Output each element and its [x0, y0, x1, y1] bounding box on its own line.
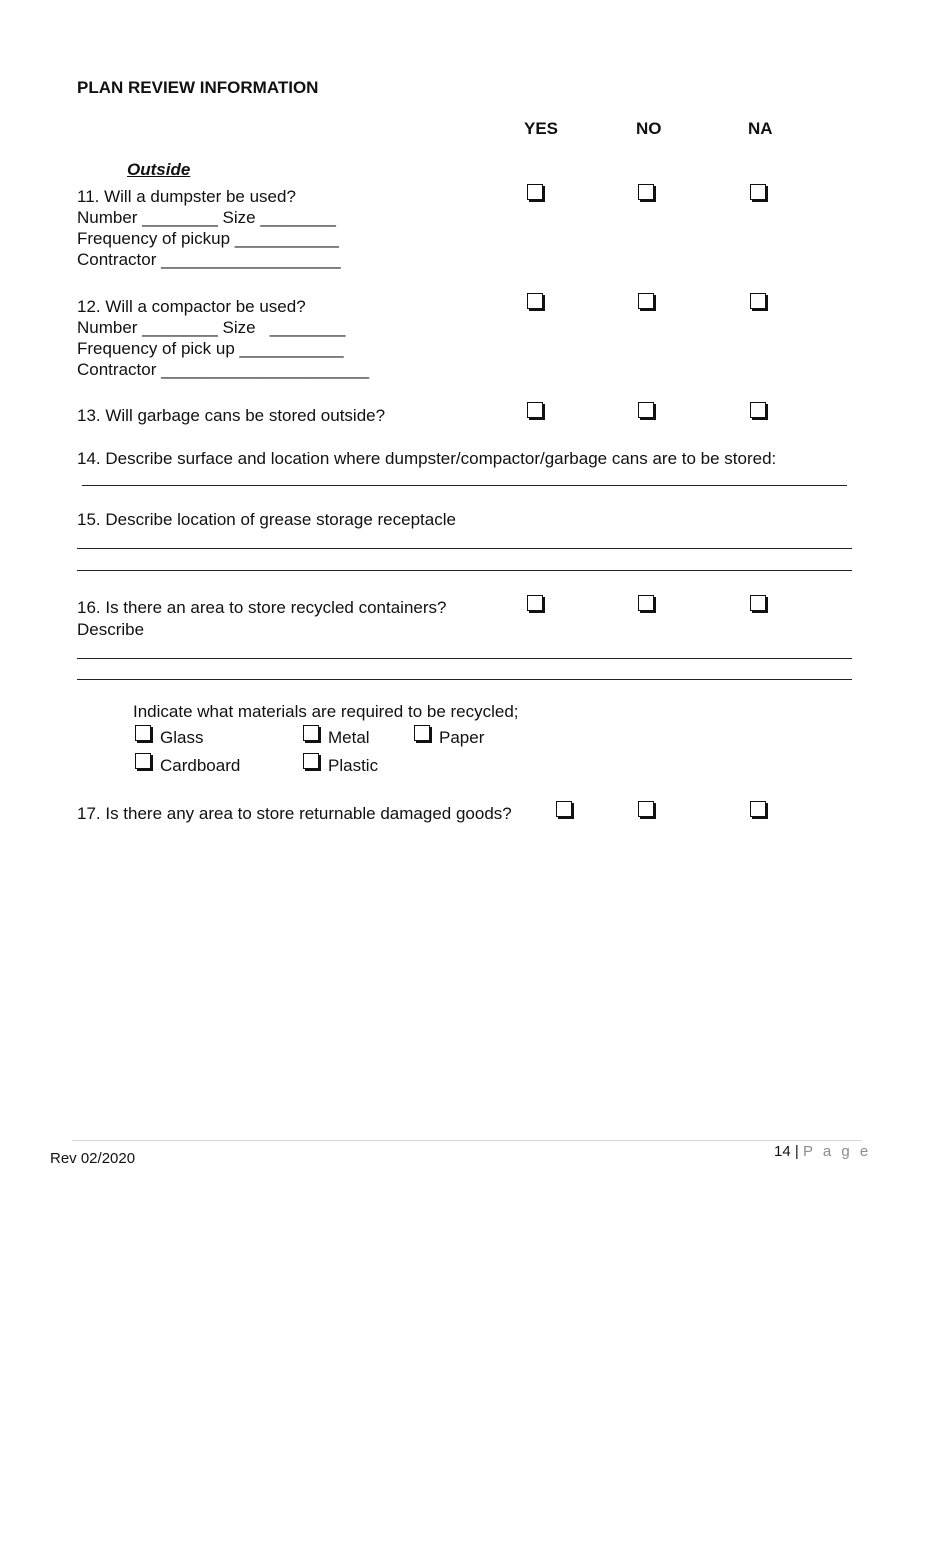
q11-contractor-field: Contractor ___________________ — [77, 250, 341, 269]
cardboard-label: Cardboard — [160, 756, 241, 775]
page-label: P a g e — [802, 1143, 872, 1160]
q16-no-checkbox[interactable] — [638, 595, 654, 611]
q12-number-size-field: Number ________ Size ________ — [77, 318, 346, 337]
q17-no-checkbox[interactable] — [638, 801, 654, 817]
q13-yes-checkbox[interactable] — [527, 402, 543, 418]
q12-yes-checkbox[interactable] — [527, 293, 543, 309]
plastic-label: Plastic — [328, 756, 379, 775]
q12-no-checkbox[interactable] — [638, 293, 654, 309]
question-16: 16. Is there an area to store recycled containers? — [77, 598, 447, 617]
column-header-na: NA — [748, 119, 773, 138]
q12-frequency-field: Frequency of pick up ___________ — [77, 339, 344, 358]
q17-yes-checkbox[interactable] — [556, 801, 572, 817]
q14-answer-line[interactable] — [82, 485, 847, 486]
q11-yes-checkbox[interactable] — [527, 184, 543, 200]
section-title: PLAN REVIEW INFORMATION — [77, 78, 319, 97]
q16-answer-line-2[interactable] — [77, 679, 852, 680]
page-separator: | — [794, 1143, 799, 1160]
column-header-no: NO — [636, 119, 662, 138]
revision-label: Rev 02/2020 — [50, 1150, 136, 1167]
q16-na-checkbox[interactable] — [750, 595, 766, 611]
paper-checkbox[interactable] — [414, 725, 430, 741]
q17-na-checkbox[interactable] — [750, 801, 766, 817]
q11-no-checkbox[interactable] — [638, 184, 654, 200]
metal-label: Metal — [328, 728, 370, 747]
q11-na-checkbox[interactable] — [750, 184, 766, 200]
q13-no-checkbox[interactable] — [638, 402, 654, 418]
subheading-outside: Outside — [127, 160, 191, 179]
question-11: 11. Will a dumpster be used? — [77, 187, 296, 206]
plastic-checkbox[interactable] — [303, 753, 319, 769]
q13-na-checkbox[interactable] — [750, 402, 766, 418]
q12-na-checkbox[interactable] — [750, 293, 766, 309]
q15-answer-line-1[interactable] — [77, 548, 852, 549]
question-14: 14. Describe surface and location where dumpster/compactor/garbage cans are to be stored: — [77, 449, 777, 468]
question-15: 15. Describe location of grease storage receptacle — [77, 510, 456, 529]
column-header-yes: YES — [524, 119, 559, 138]
question-13: 13. Will garbage cans be stored outside? — [77, 406, 386, 425]
page-number: 14 — [774, 1143, 791, 1160]
question-17: 17. Is there any area to store returnable damaged goods? — [77, 804, 512, 823]
q16-yes-checkbox[interactable] — [527, 595, 543, 611]
q11-frequency-field: Frequency of pickup ___________ — [77, 229, 339, 248]
glass-label: Glass — [160, 728, 204, 747]
cardboard-checkbox[interactable] — [135, 753, 151, 769]
page-indicator — [774, 1143, 871, 1160]
question-12: 12. Will a compactor be used? — [77, 297, 306, 316]
paper-label: Paper — [439, 728, 485, 747]
recycle-prompt: Indicate what materials are required to be recycled; — [133, 702, 519, 721]
q12-contractor-field: Contractor ______________________ — [77, 360, 370, 379]
glass-checkbox[interactable] — [135, 725, 151, 741]
metal-checkbox[interactable] — [303, 725, 319, 741]
q15-answer-line-2[interactable] — [77, 570, 852, 571]
q16-answer-line-1[interactable] — [77, 658, 852, 659]
q16-describe-label: Describe — [77, 620, 145, 639]
footer-divider — [72, 1140, 862, 1141]
q11-number-size-field: Number ________ Size ________ — [77, 208, 336, 227]
